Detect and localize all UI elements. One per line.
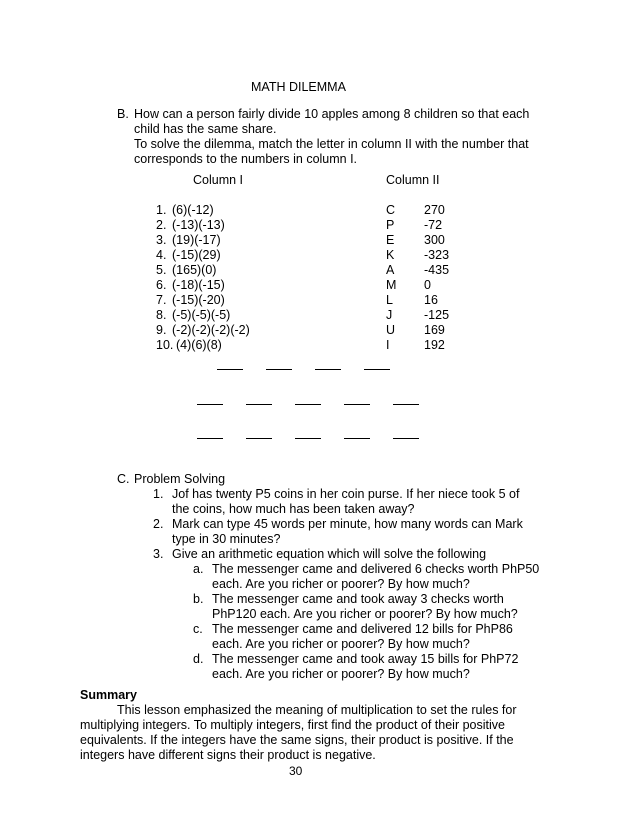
summary-line: multiplying integers. To multiply integers, first find the product of their positive — [80, 718, 505, 732]
answer-blank — [246, 404, 272, 405]
subproblem-line: The messenger came and delivered 6 checks worth PhP50 — [212, 562, 540, 576]
summary-heading: Summary — [80, 688, 137, 702]
answer-blank — [246, 438, 272, 439]
problem-line: Mark can type 45 words per minute, how many words can Mark — [172, 517, 523, 531]
column-2-header: Column II — [386, 173, 440, 187]
subproblem-letter: b. — [193, 592, 204, 606]
problem-number: 3. — [153, 547, 164, 561]
problem-line: Give an arithmetic equation which will solve the following — [172, 547, 487, 561]
answer-blank — [197, 404, 223, 405]
row-value: 16 — [424, 293, 438, 307]
row-expression: (-13)(-13) — [172, 218, 225, 232]
row-expression: (-15)(29) — [172, 248, 221, 262]
subproblem-line: PhP120 each. Are you richer or poorer? By how much? — [212, 607, 518, 621]
row-letter: J — [386, 308, 393, 322]
row-letter: E — [386, 233, 395, 247]
row-expression: (-15)(-20) — [172, 293, 225, 307]
row-letter: I — [386, 338, 390, 352]
row-number: 9. — [156, 323, 167, 337]
summary-line: This lesson emphasized the meaning of multiplication to set the rules for — [117, 703, 517, 717]
row-letter: M — [386, 278, 397, 292]
row-value: -72 — [424, 218, 443, 232]
problem-number: 2. — [153, 517, 164, 531]
row-letter: A — [386, 263, 395, 277]
row-letter: L — [386, 293, 393, 307]
summary-line: integers have different signs their product is negative. — [80, 748, 376, 762]
row-value: 169 — [424, 323, 445, 337]
answer-blank — [197, 438, 223, 439]
row-letter: U — [386, 323, 396, 337]
section-c-marker: C. — [117, 472, 130, 486]
subproblem-line: The messenger came and took away 3 checks worth — [212, 592, 504, 606]
row-value: 300 — [424, 233, 445, 247]
row-expression: (-2)(-2)(-2)(-2) — [172, 323, 250, 337]
subproblem-letter: c. — [193, 622, 203, 636]
row-value: 0 — [424, 278, 431, 292]
section-b-line: How can a person fairly divide 10 apples among 8 children so that each — [134, 107, 530, 121]
row-value: -435 — [424, 263, 450, 277]
answer-blank — [393, 404, 419, 405]
row-letter: C — [386, 203, 396, 217]
section-b-marker: B. — [117, 107, 129, 121]
section-c-heading: Problem Solving — [134, 472, 226, 486]
row-number: 8. — [156, 308, 167, 322]
row-letter: K — [386, 248, 395, 262]
subproblem-letter: d. — [193, 652, 204, 666]
answer-blank — [217, 369, 243, 370]
row-number: 7. — [156, 293, 167, 307]
row-number: 4. — [156, 248, 167, 262]
row-value: -125 — [424, 308, 450, 322]
subproblem-line: each. Are you richer or poorer? By how much? — [212, 577, 470, 591]
subproblem-line: each. Are you richer or poorer? By how much? — [212, 667, 470, 681]
summary-line: equivalents. If the integers have the same signs, their product is positive. If the — [80, 733, 514, 747]
row-expression: (19)(-17) — [172, 233, 221, 247]
row-number: 3. — [156, 233, 167, 247]
answer-blank — [393, 438, 419, 439]
subproblem-letter: a. — [193, 562, 204, 576]
row-value: 270 — [424, 203, 445, 217]
row-value: 192 — [424, 338, 445, 352]
row-value: -323 — [424, 248, 450, 262]
page-title: MATH DILEMMA — [251, 80, 346, 94]
row-expression: (6)(-12) — [172, 203, 214, 217]
subproblem-line: each. Are you richer or poorer? By how much? — [212, 637, 470, 651]
problem-line: the coins, how much has been taken away? — [172, 502, 415, 516]
row-number: 2. — [156, 218, 167, 232]
answer-blank — [344, 404, 370, 405]
subproblem-line: The messenger came and took away 15 bills for PhP72 — [212, 652, 519, 666]
section-b-line: corresponds to the numbers in column I. — [134, 152, 358, 166]
answer-blank — [315, 369, 341, 370]
answer-blank — [344, 438, 370, 439]
row-expression: (-18)(-15) — [172, 278, 225, 292]
row-expression: (-5)(-5)(-5) — [172, 308, 231, 322]
page-number: 30 — [289, 764, 303, 778]
subproblem-line: The messenger came and delivered 12 bills for PhP86 — [212, 622, 513, 636]
row-letter: P — [386, 218, 395, 232]
column-1-header: Column I — [193, 173, 244, 187]
row-number: 6. — [156, 278, 167, 292]
problem-line: Jof has twenty P5 coins in her coin purse. If her niece took 5 of — [172, 487, 520, 501]
answer-blank — [295, 438, 321, 439]
answer-blank — [295, 404, 321, 405]
row-expression: (165)(0) — [172, 263, 217, 277]
problem-number: 1. — [153, 487, 164, 501]
row-number: 1. — [156, 203, 167, 217]
row-expression: (4)(6)(8) — [176, 338, 222, 352]
section-b-line: To solve the dilemma, match the letter in column II with the number that — [134, 137, 529, 151]
problem-line: type in 30 minutes? — [172, 532, 281, 546]
row-number: 5. — [156, 263, 167, 277]
section-b-line: child has the same share. — [134, 122, 277, 136]
answer-blank — [364, 369, 390, 370]
row-number: 10. — [156, 338, 174, 352]
answer-blank — [266, 369, 292, 370]
